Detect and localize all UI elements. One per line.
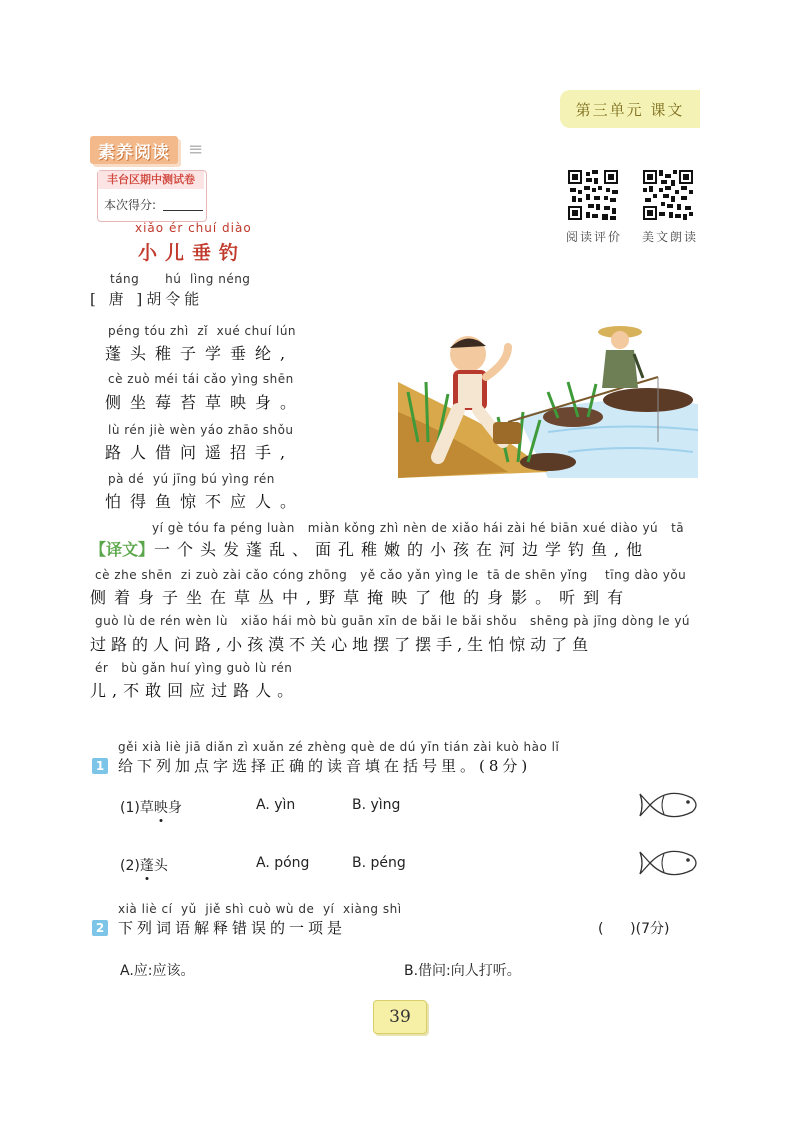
qr-label: 阅读评价 xyxy=(566,230,623,244)
badge-char: 读 xyxy=(152,142,170,163)
translation-pinyin: yí gè tóu fa péng luàn miàn kǒng zhì nèn de xiǎo hái zài hé biān xué diào yú tā xyxy=(152,521,685,535)
poem-line-pinyin: cè zuò méi tái cǎo yìng shēn xyxy=(108,372,294,386)
q1-text: 给下列加点字选择正确的读音填在括号里。(8分) xyxy=(118,757,532,775)
translation-text: 儿,不敢回应过路人。 xyxy=(90,681,300,700)
badge-tail: ≡ xyxy=(188,139,204,160)
translation-pinyin: cè zhe shēn zi zuò zài cǎo cóng zhōng yě cǎo yǎn yìng le tā de shēn yǐng tīng dào yǒu xyxy=(95,568,687,582)
translation-text: 一个头发蓬乱、面孔稚嫩的小孩在河边学钓鱼,他 xyxy=(154,540,650,559)
poem-illustration xyxy=(398,322,698,482)
badge-char: 阅 xyxy=(134,142,152,163)
exam-title: 丰台区期中测试卷 xyxy=(98,171,204,189)
fish-answer-box[interactable] xyxy=(638,784,702,830)
fishing-boy-illustration xyxy=(398,322,698,478)
qr-code-icon xyxy=(643,170,693,220)
poem-title: 小儿垂钓 xyxy=(138,242,247,264)
poem-line: 侧坐莓苔草映身。 xyxy=(105,393,306,412)
poem-line: 怕得鱼惊不应人。 xyxy=(105,492,306,511)
q1-item-prefix: (2) xyxy=(120,858,140,874)
answer-bracket[interactable]: ( )(7分) xyxy=(598,921,670,937)
q2-pinyin: xià liè cí yǔ jiě shì cuò wù de yí xiàng shì xyxy=(118,902,402,916)
poem-line-pinyin: lù rén jiè wèn yáo zhāo shǒu xyxy=(108,423,294,437)
qr-label: 美文朗读 xyxy=(642,230,699,244)
fish-icon xyxy=(638,842,702,884)
page-number: 39 xyxy=(373,1000,427,1034)
question-number: 2 xyxy=(92,920,108,936)
dotted-char: 蓬 xyxy=(139,858,154,874)
q1-item-suffix: 身 xyxy=(167,800,182,816)
q1-item-label xyxy=(120,797,182,817)
qr-code-icon xyxy=(568,170,618,220)
question-number: 1 xyxy=(92,758,108,774)
q1-option-b[interactable]: B. péng xyxy=(352,855,406,871)
dotted-char: 映 xyxy=(153,800,168,816)
badge-char: 素 xyxy=(98,142,116,163)
translation-text: 过路的人问路,小孩漠不关心地摆了摆手,生怕惊动了鱼 xyxy=(90,635,594,654)
translation-line xyxy=(90,537,649,560)
translation-pinyin: guò lù de rén wèn lù xiǎo hái mò bù guān xīn de bǎi le bǎi shǒu shēng pà jīng dòng le yú xyxy=(95,614,691,628)
translation-text: 侧着身子坐在草丛中,野草掩映了他的身影。听到有 xyxy=(90,588,632,607)
fish-icon xyxy=(638,784,702,826)
badge-char: 养 xyxy=(116,142,134,163)
poem-title-pinyin: xiǎo ér chuí diào xyxy=(135,221,252,235)
q1-option-a[interactable]: A. póng xyxy=(256,855,310,871)
score-label: 本次得分: xyxy=(104,198,157,212)
q2-text: 下列词语解释错误的一项是 xyxy=(118,919,347,937)
q1-option-a[interactable]: A. yìn xyxy=(256,797,296,813)
poem-line-pinyin: péng tóu zhì zǐ xué chuí lún xyxy=(108,324,297,338)
poem-line: 路人借问遥招手, xyxy=(105,443,295,462)
poem-line: 蓬头稚子学垂纶, xyxy=(105,344,295,363)
q1-pinyin: gěi xià liè jiā diǎn zì xuǎn zé zhèng què de dú yīn tián zài kuò hào lǐ xyxy=(118,740,560,754)
fish-answer-box[interactable] xyxy=(638,842,702,888)
translation-pinyin: ér bù gǎn huí yìng guò lù rén xyxy=(95,661,293,675)
q2-option-b[interactable]: B.借问:向人打听。 xyxy=(404,963,521,979)
score-blank[interactable] xyxy=(163,210,203,211)
qr-code-reading-review[interactable] xyxy=(568,170,618,224)
section-badge xyxy=(90,136,178,164)
q2-option-a[interactable]: A.应:应该。 xyxy=(120,963,195,979)
q1-item-prefix: (1)草 xyxy=(120,800,154,816)
translation-label: 【译文】 xyxy=(90,540,155,559)
q1-item-suffix: 头 xyxy=(153,858,168,874)
q1-option-b[interactable]: B. yìng xyxy=(352,797,401,813)
qr-code-audio-reading[interactable] xyxy=(643,170,693,224)
q1-item-label xyxy=(120,855,168,875)
poem-author: [ 唐 ]胡令能 xyxy=(90,290,204,308)
unit-tab: 第三单元 课文 xyxy=(560,90,700,128)
poem-line-pinyin: pà dé yú jīng bú yìng rén xyxy=(108,472,275,486)
author-pinyin: táng hú lìng néng xyxy=(110,272,251,286)
